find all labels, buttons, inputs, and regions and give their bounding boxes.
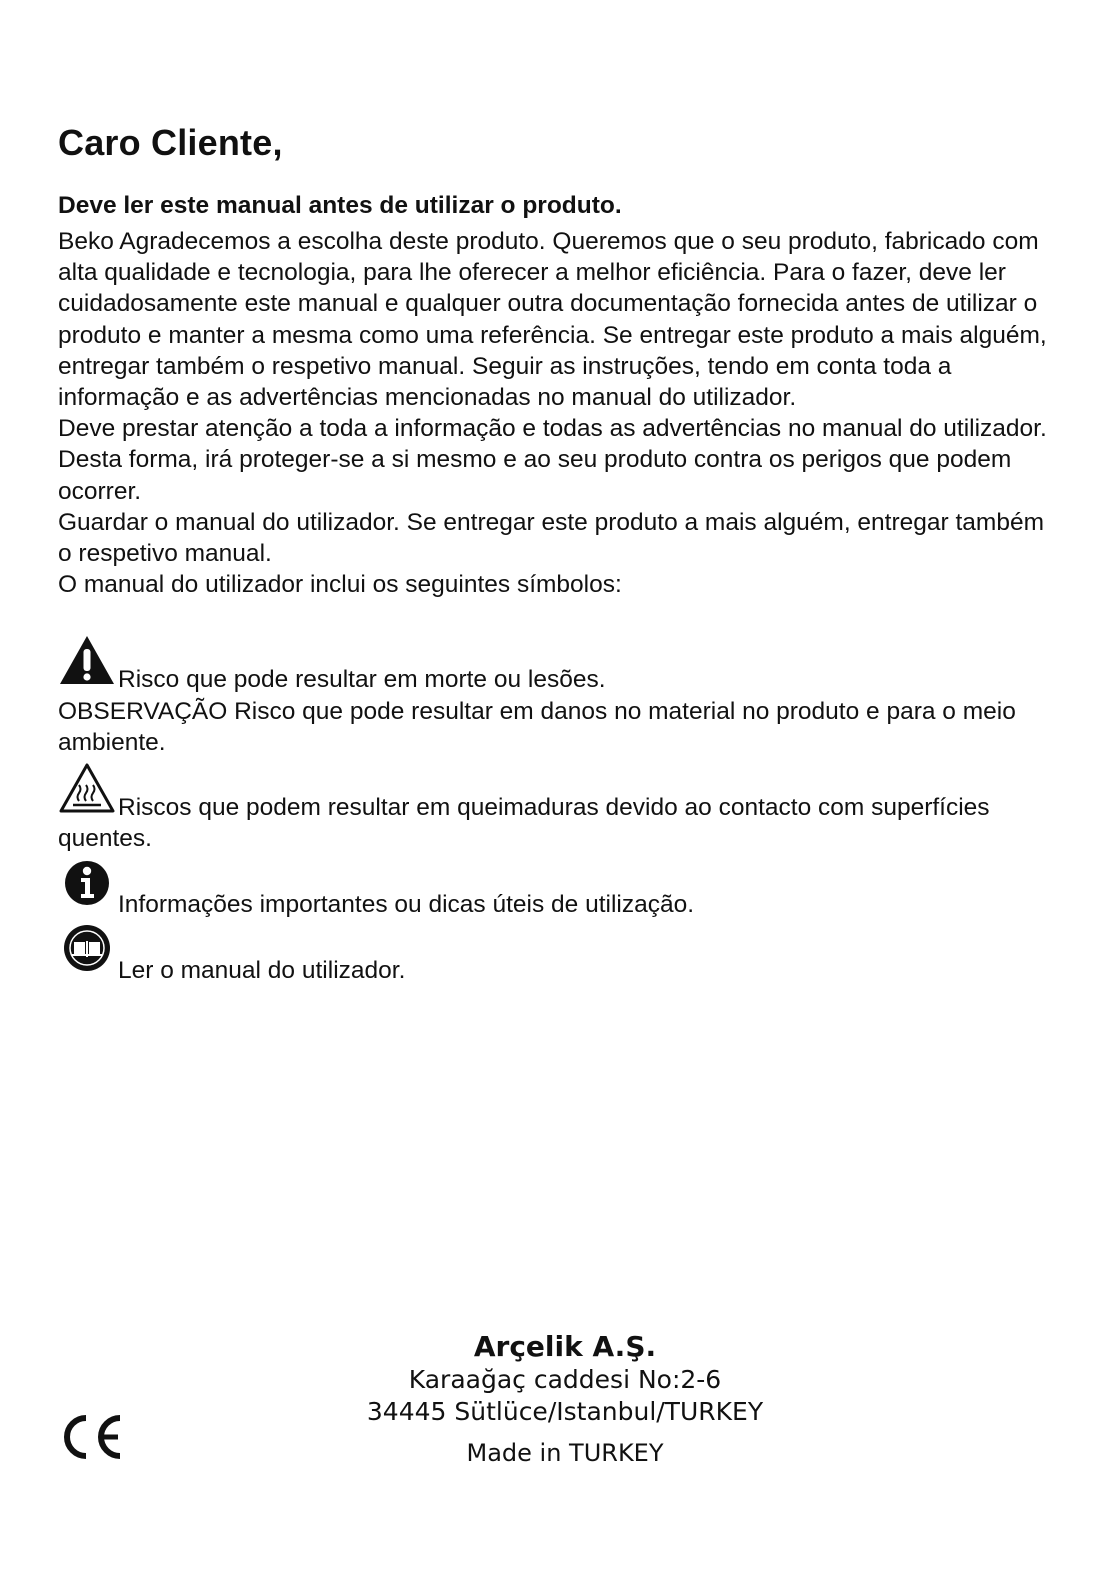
warning-triangle-icon [58, 634, 116, 694]
symbol-warning-row [58, 664, 1058, 695]
ce-mark-icon [56, 1412, 126, 1467]
symbol-observation-row [58, 696, 1058, 758]
read-manual-icon [58, 925, 112, 983]
observation-label: OBSERVAÇÃO [58, 698, 228, 725]
paragraph-attention: Deve prestar atenção a toda a informação e todas as advertências no manual do utilizador. Desta forma, irá proteger-se a si mesmo e ao seu produto contra os perigos que podem ocorrer. [58, 415, 1047, 505]
page-subtitle: Deve ler este manual antes de utilizar o produto. [58, 192, 622, 219]
symbol-info-row [58, 889, 1058, 920]
paragraph-keep-manual: Guardar o manual do utilizador. Se entregar este produto a mais alguém, entregar também o respetivo manual. [58, 508, 1044, 568]
observation-text: Risco que pode resultar em danos no material no produto e para o meio ambiente. [58, 698, 1016, 757]
address-line-2: 34445 Sütlüce/Istanbul/TURKEY [366, 1397, 764, 1426]
hot-surface-icon [58, 762, 116, 822]
page-title: Caro Cliente, [58, 122, 283, 163]
symbol-manual-text: Ler o manual do utilizador. [118, 957, 406, 984]
symbol-hot-surface-row [58, 792, 1058, 854]
address-line-1: Karaağaç caddesi No:2-6 [408, 1365, 722, 1394]
company-name: Arçelik A.Ş. [473, 1330, 657, 1363]
symbol-manual-row [58, 955, 1058, 986]
paragraph-symbols-intro: O manual do utilizador inclui os seguintes símbolos: [58, 571, 622, 599]
symbol-info-text: Informações importantes ou dicas úteis de utilização. [118, 891, 695, 918]
symbol-warning-text: Risco que pode resultar em morte ou lesões. [118, 666, 606, 693]
intro-text [58, 226, 1058, 600]
manufacturer-footer [330, 1330, 800, 1470]
made-in-label: Made in TURKEY [466, 1439, 664, 1467]
paragraph-intro: Beko Agradecemos a escolha deste produto. Queremos que o seu produto, fabricado com alta qualidade e tecnologia, para lhe oferecer a melhor eficiência. Para o fazer, deve ler cuidadosamente este manual e qualquer outra documentação fornecida antes de utilizar o produto e manter a mesma como uma referência. Se entregar este produto a mais alguém, entregar também o respetivo manual. Seguir as instruções, tendo em conta toda a informação e as advertências mencionadas no manual do utilizador. [58, 228, 1047, 412]
symbol-hot-surface-text: Riscos que podem resultar em queimaduras devido ao contacto com superfícies quentes. [58, 794, 990, 853]
info-icon [58, 859, 112, 917]
